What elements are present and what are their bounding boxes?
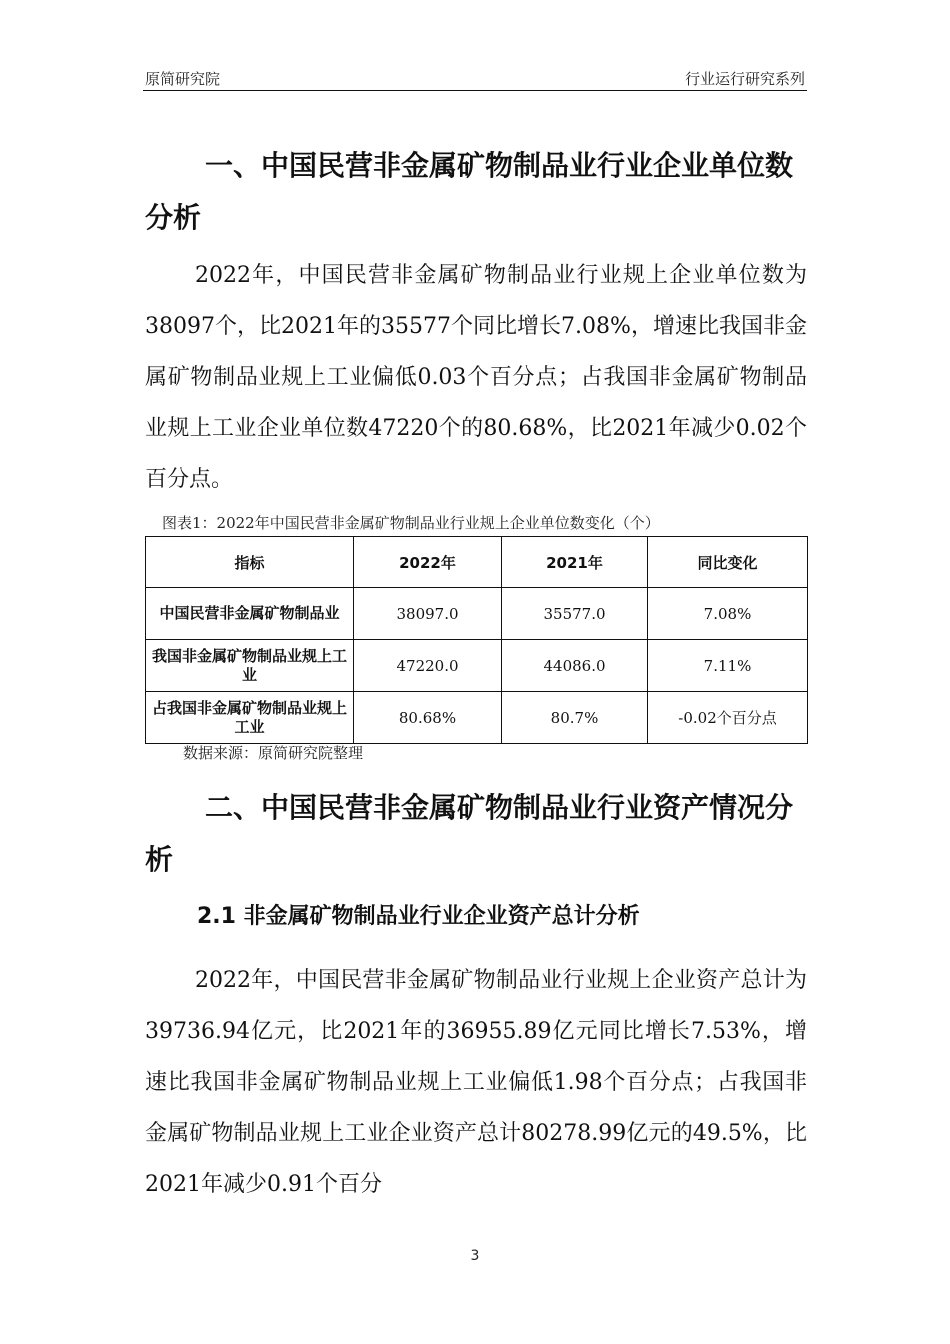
section1-title: 一、中国民营非金属矿物制品业行业企业单位数分析 bbox=[145, 149, 794, 234]
column-header: 指标 bbox=[146, 537, 354, 588]
table1-source: 数据来源：原简研究院整理 bbox=[183, 744, 364, 762]
section2-title: 二、中国民营非金属矿物制品业行业资产情况分析 bbox=[145, 791, 794, 876]
table-cell: 80.68% bbox=[354, 692, 502, 744]
table-cell: 44086.0 bbox=[502, 640, 648, 692]
table-cell: 7.08% bbox=[648, 588, 808, 640]
table-row bbox=[146, 692, 808, 744]
header-series-name: 行业运行研究系列 bbox=[684, 70, 805, 88]
table-cell: 35577.0 bbox=[502, 588, 648, 640]
section1-paragraph: 2022年，中国民营非金属矿物制品业行业规上企业单位数为38097个，比2021年的35577个同比增长7.08%，增速比我国非金属矿物制品业规上工业偏低0.03个百分点；占我国非金属矿物制品业规上工业企业单位数47220个的80.68%，比2021年减少0.02个百分点。 bbox=[145, 263, 807, 492]
table-cell: 47220.0 bbox=[354, 640, 502, 692]
table-cell: 7.11% bbox=[648, 640, 808, 692]
table-row bbox=[146, 640, 808, 692]
column-header: 2022年 bbox=[354, 537, 502, 588]
table-cell: 80.7% bbox=[502, 692, 648, 744]
section2-paragraph: 2022年，中国民营非金属矿物制品业行业规上企业资产总计为39736.94亿元，比2021年的36955.89亿元同比增长7.53%，增速比我国非金属矿物制品业规上工业偏低1.98个百分点；占我国非金属矿物制品业规上工业企业资产总计80278.99亿元的49.5%，比2021年减少0.91个百分 bbox=[145, 968, 807, 1197]
enterprise-count-table bbox=[145, 536, 808, 744]
column-header: 2021年 bbox=[502, 537, 648, 588]
table-cell: 38097.0 bbox=[354, 588, 502, 640]
table-row bbox=[146, 588, 808, 640]
column-header: 同比变化 bbox=[648, 537, 808, 588]
subsection-2-1-title: 2.1 非金属矿物制品业行业企业资产总计分析 bbox=[197, 904, 640, 929]
table-cell: -0.02个百分点 bbox=[648, 692, 808, 744]
page-number: 3 bbox=[470, 1248, 480, 1264]
row-label: 占我国非金属矿物制品业规上工业 bbox=[146, 692, 354, 744]
header-divider bbox=[143, 90, 807, 91]
table1-caption: 图表1：2022年中国民营非金属矿物制品业行业规上企业单位数变化（个） bbox=[162, 514, 660, 532]
row-label: 我国非金属矿物制品业规上工业 bbox=[146, 640, 354, 692]
row-label: 中国民营非金属矿物制品业 bbox=[146, 588, 354, 640]
header-org-name: 原简研究院 bbox=[145, 70, 221, 88]
table-header-row bbox=[146, 537, 808, 588]
